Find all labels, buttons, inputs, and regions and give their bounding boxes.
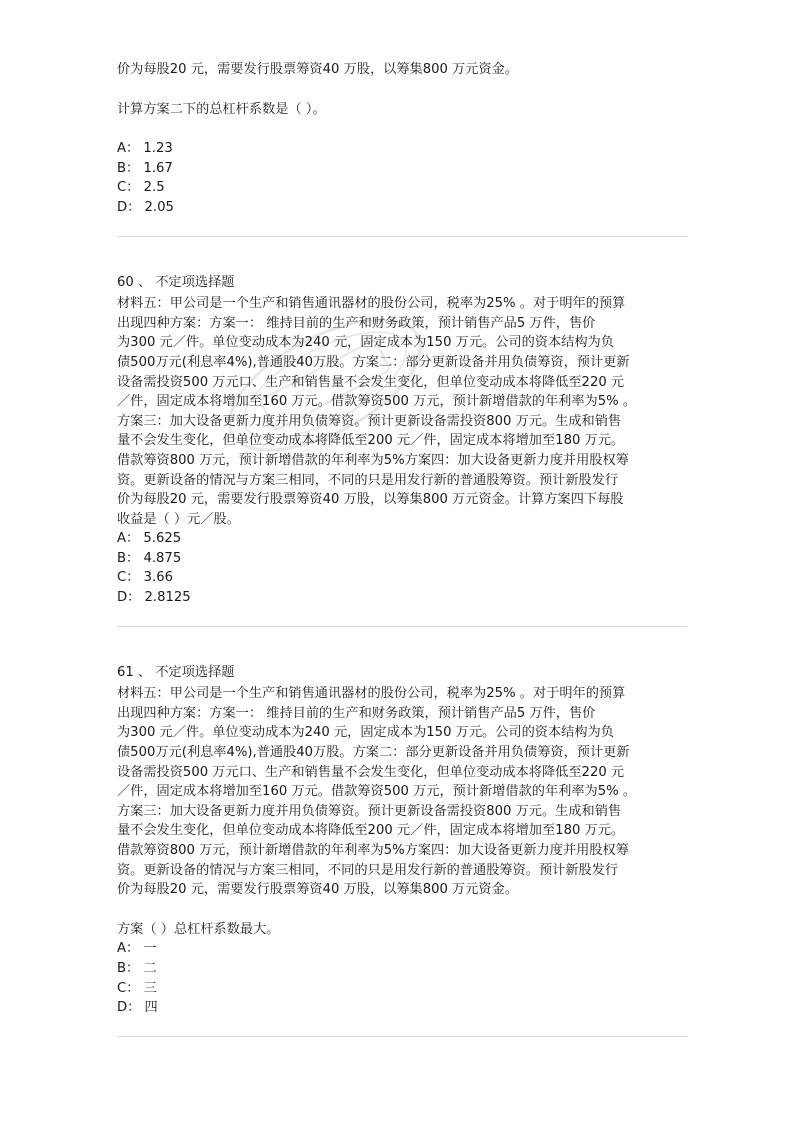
option-c[interactable]: C： 2.5 (117, 180, 165, 196)
material-line: 价为每股20 元，需要发行股票筹资40 万股，以筹集800 万元资金。计算方案四下每股 (117, 492, 624, 508)
option-a[interactable]: A： 5.625 (117, 531, 182, 547)
option-d[interactable]: D： 2.8125 (117, 590, 191, 606)
question-prompt: 方案（ ）总杠杆系数最大。 (117, 921, 280, 937)
option-a[interactable]: A： 1.23 (117, 141, 173, 157)
material-line: 材料五：甲公司是一个生产和销售通讯器材的股份公司，税率为25% 。对于明年的预算 (117, 686, 626, 702)
material-line: 为300 元／件。单位变动成本为240 元，固定成本为150 万元。公司的资本结构为负 (117, 725, 614, 741)
material-line: 量不会发生变化，但单位变动成本将降低至200 元／件，固定成本将增加至180 万元。 (117, 823, 625, 839)
material-text (117, 294, 687, 529)
option-list (117, 139, 687, 217)
option-list (117, 939, 687, 1017)
option-b[interactable]: B： 1.67 (117, 160, 173, 176)
material-line: 方案三：加大设备更新力度并用负债筹资。预计更新设备需投资800 万元。生成和销售 (117, 413, 622, 429)
material-line: 设备需投资500 万元口、生产和销售量不会发生变化，但单位变动成本将降低至220 元 (117, 764, 625, 780)
option-d[interactable]: D： 四 (117, 1000, 158, 1016)
material-text (117, 684, 687, 900)
option-a[interactable]: A： 一 (117, 941, 157, 957)
material-line: 为300 元／件。单位变动成本为240 元，固定成本为150 万元。公司的资本结构为负 (117, 335, 614, 351)
question-header: 61 、 不定项选择题 (117, 664, 235, 680)
material-line: ／件，固定成本将增加至160 万元。借款筹资500 万元，预计新增借款的年利率为5% 。 (117, 394, 637, 410)
separator (117, 1036, 687, 1037)
option-c[interactable]: C： 三 (117, 980, 157, 996)
material-line: 借款筹资800 万元，预计新增借款的年利率为5%方案四：加大设备更新力度并用股权筹 (117, 452, 629, 468)
document-page (117, 60, 687, 1073)
option-d[interactable]: D： 2.05 (117, 199, 174, 215)
material-line: 出现四种方案：方案一： 维持目前的生产和财务政策，预计销售产品5 万件，售价 (117, 315, 596, 331)
separator (117, 626, 687, 627)
material-tail-line: 价为每股20 元，需要发行股票筹资40 万股，以筹集800 万元资金。 (117, 62, 518, 77)
option-list (117, 529, 687, 607)
material-line: 出现四种方案：方案一： 维持目前的生产和财务政策，预计销售产品5 万件，售价 (117, 705, 596, 721)
question-header: 60 、 不定项选择题 (117, 274, 235, 290)
material-line: 借款筹资800 万元，预计新增借款的年利率为5%方案四：加大设备更新力度并用股权筹 (117, 843, 629, 858)
option-b[interactable]: B： 4.875 (117, 550, 182, 566)
material-line: 设备需投资500 万元口、生产和销售量不会发生变化，但单位变动成本将降低至220 元 (117, 374, 625, 390)
material-line: 债500万元(利息率4%),普通股40万股。方案二：部分更新设备并用负债筹资，预计更新 (117, 354, 630, 370)
material-line: 方案三：加大设备更新力度并用负债筹资。预计更新设备需投资800 万元。生成和销售 (117, 803, 622, 819)
question-61 (117, 663, 687, 1018)
separator (117, 236, 687, 237)
option-c[interactable]: C： 3.66 (117, 570, 173, 586)
material-line: 收益是（ ）元／股。 (117, 511, 240, 527)
option-b[interactable]: B： 二 (117, 960, 157, 976)
material-line: ／件，固定成本将增加至160 万元。借款筹资500 万元，预计新增借款的年利率为5% 。 (117, 784, 637, 800)
question-prompt: 计算方案二下的总杠杆系数是（ ）。 (117, 101, 326, 117)
material-line: 资。更新设备的情况与方案三相同，不同的只是用发行新的普通股筹资。预计新股发行 (117, 862, 619, 878)
material-line: 债500万元(利息率4%),普通股40万股。方案二：部分更新设备并用负债筹资，预计更新 (117, 745, 630, 761)
material-line: 价为每股20 元，需要发行股票筹资40 万股，以筹集800 万元资金。 (117, 882, 518, 898)
material-line: 材料五：甲公司是一个生产和销售通讯器材的股份公司，税率为25% 。对于明年的预算 (117, 296, 626, 312)
material-line: 量不会发生变化，但单位变动成本将降低至200 元／件，固定成本将增加至180 万元。 (117, 433, 625, 449)
question-60 (117, 273, 687, 608)
material-line: 资。更新设备的情况与方案三相同，不同的只是用发行新的普通股筹资。预计新股发行 (117, 472, 619, 488)
question-59-continuation (117, 60, 687, 218)
